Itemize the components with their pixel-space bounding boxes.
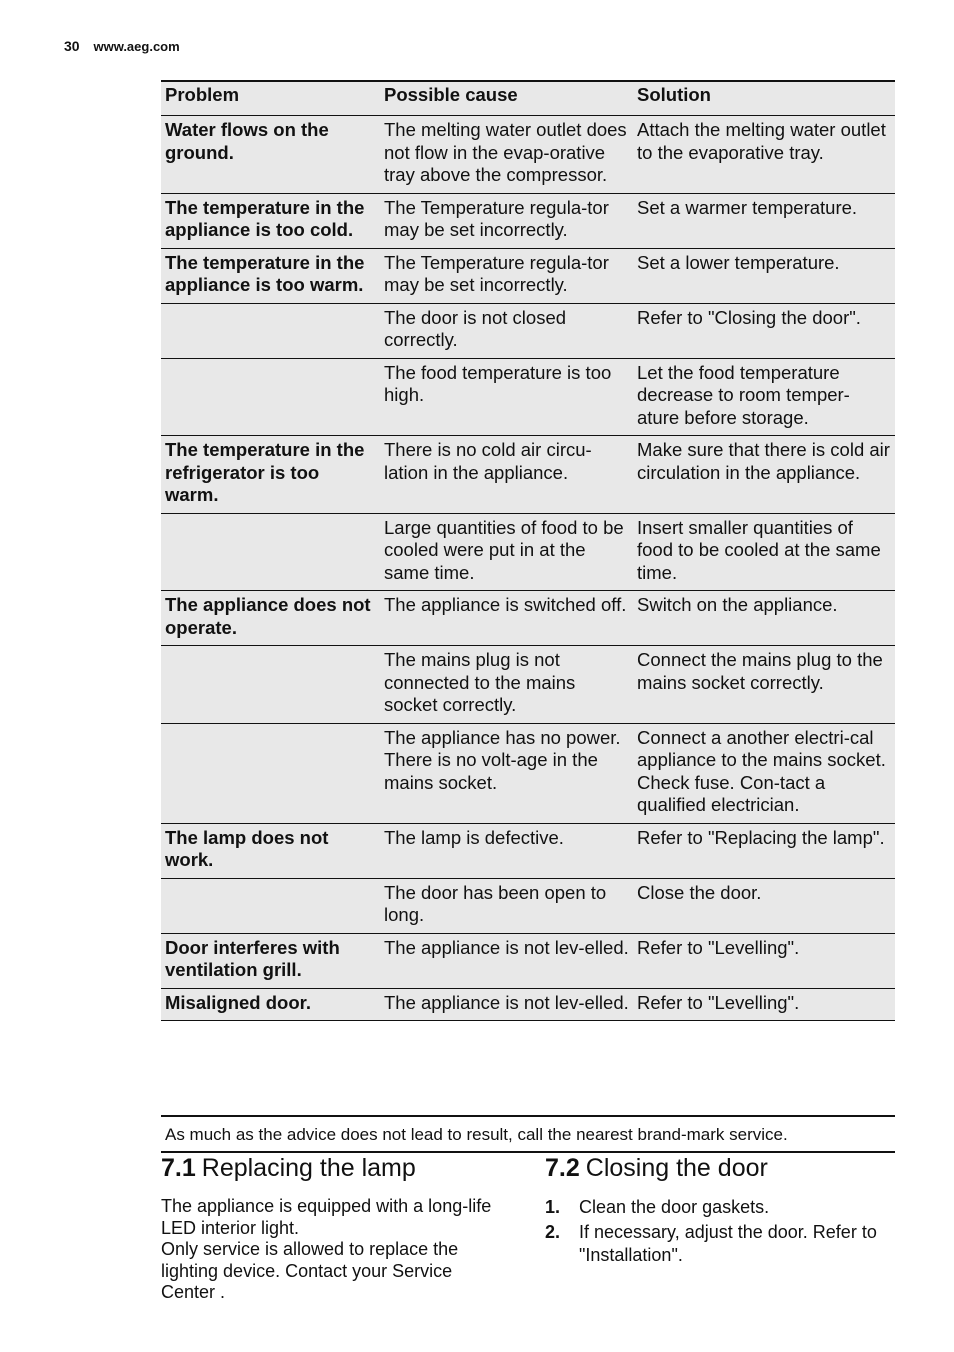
cause-cell: There is no cold air circu-lation in the appliance. [380, 436, 633, 514]
table-row [161, 358, 895, 436]
section-number: 7.2 [545, 1154, 580, 1182]
section-title-replacing-lamp [161, 1154, 416, 1183]
table-row [161, 933, 895, 988]
cause-cell: The appliance is not lev-elled. [380, 933, 633, 988]
solution-cell: Refer to "Replacing the lamp". [633, 823, 895, 878]
cause-cell: The food temperature is too high. [380, 358, 633, 436]
table-row [161, 823, 895, 878]
solution-cell: Set a warmer temperature. [633, 193, 895, 248]
solution-cell: Let the food temperature decrease to room temper-ature before storage. [633, 358, 895, 436]
table-row [161, 646, 895, 724]
cause-cell: The appliance is switched off. [380, 591, 633, 646]
cause-cell: The Temperature regula-tor may be set incorrectly. [380, 193, 633, 248]
column-header-problem: Problem [161, 81, 380, 116]
closing-door-steps [545, 1196, 895, 1269]
solution-cell: Switch on the appliance. [633, 591, 895, 646]
cause-cell: The appliance has no power. There is no volt-age in the mains socket. [380, 723, 633, 823]
section-title-closing-door [545, 1154, 768, 1183]
list-item [545, 1196, 895, 1219]
problem-cell: The appliance does not operate. [161, 591, 380, 646]
section-body-replacing-lamp [161, 1196, 506, 1304]
paragraph: The appliance is equipped with a long-life LED interior light. [161, 1196, 492, 1238]
paragraph: Only service is allowed to replace the lighting device. Contact your Service Center . [161, 1239, 459, 1302]
solution-cell: Refer to "Levelling". [633, 988, 895, 1021]
table-row [161, 193, 895, 248]
problem-cell [161, 646, 380, 724]
page-number: 30 [64, 38, 80, 54]
problem-cell [161, 723, 380, 823]
table-row [161, 591, 895, 646]
problem-cell: Misaligned door. [161, 988, 380, 1021]
column-header-solution: Solution [633, 81, 895, 116]
column-header-cause: Possible cause [380, 81, 633, 116]
service-note: As much as the advice does not lead to result, call the nearest brand-mark service. [161, 1115, 895, 1153]
table-row [161, 878, 895, 933]
table-row [161, 248, 895, 303]
section-title-text: Replacing the lamp [201, 1154, 416, 1182]
solution-cell: Refer to "Closing the door". [633, 303, 895, 358]
step-number: 1. [545, 1197, 561, 1217]
table-row [161, 723, 895, 823]
list-item [545, 1221, 895, 1267]
solution-cell: Insert smaller quantities of food to be cooled at the same time. [633, 513, 895, 591]
cause-cell: The door is not closed correctly. [380, 303, 633, 358]
troubleshooting-table [161, 80, 895, 1021]
problem-cell [161, 878, 380, 933]
cause-cell: The Temperature regula-tor may be set incorrectly. [380, 248, 633, 303]
step-text: If necessary, adjust the door. Refer to "Installation". [579, 1222, 877, 1265]
problem-cell: Water flows on the ground. [161, 116, 380, 194]
solution-cell: Refer to "Levelling". [633, 933, 895, 988]
problem-cell: The temperature in the appliance is too warm. [161, 248, 380, 303]
section-title-text: Closing the door [585, 1154, 768, 1182]
cause-cell: The appliance is not lev-elled. [380, 988, 633, 1021]
cause-cell: The mains plug is not connected to the mains socket correctly. [380, 646, 633, 724]
problem-cell: Door interferes with ventilation grill. [161, 933, 380, 988]
page-header [64, 38, 180, 54]
solution-cell: Make sure that there is cold air circulation in the appliance. [633, 436, 895, 514]
website-url: www.aeg.com [93, 39, 180, 54]
table-row [161, 116, 895, 194]
cause-cell: The melting water outlet does not flow in the evap-orative tray above the compressor. [380, 116, 633, 194]
table-row [161, 303, 895, 358]
cause-cell: The lamp is defective. [380, 823, 633, 878]
step-number: 2. [545, 1222, 561, 1242]
problem-cell [161, 303, 380, 358]
cause-cell: The door has been open to long. [380, 878, 633, 933]
solution-cell: Attach the melting water outlet to the evaporative tray. [633, 116, 895, 194]
problem-cell: The temperature in the appliance is too cold. [161, 193, 380, 248]
cause-cell: Large quantities of food to be cooled were put in at the same time. [380, 513, 633, 591]
problem-cell: The lamp does not work. [161, 823, 380, 878]
table-header-row [161, 81, 895, 116]
problem-cell [161, 358, 380, 436]
table-row [161, 513, 895, 591]
table-row [161, 436, 895, 514]
table-row [161, 988, 895, 1021]
problem-cell: The temperature in the refrigerator is too warm. [161, 436, 380, 514]
section-number: 7.1 [161, 1154, 196, 1182]
solution-cell: Close the door. [633, 878, 895, 933]
solution-cell: Connect the mains plug to the mains socket correctly. [633, 646, 895, 724]
solution-cell: Connect a another electri-cal appliance to the mains socket. Check fuse. Con-tact a qualified electrician. [633, 723, 895, 823]
solution-cell: Set a lower temperature. [633, 248, 895, 303]
step-text: Clean the door gaskets. [579, 1197, 770, 1217]
problem-cell [161, 513, 380, 591]
